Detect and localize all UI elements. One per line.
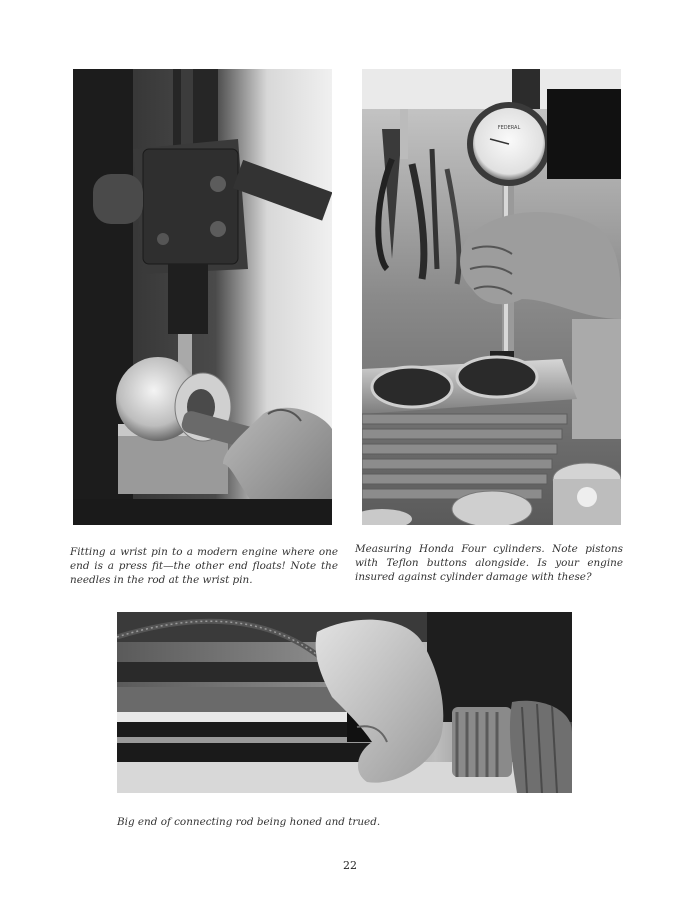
honing-caption: Big end of connecting rod being honed and trued. [117,816,381,828]
cylinder-measuring-photo [362,69,621,525]
gauge-label: FEDERAL [497,125,521,131]
wrist-pin-press-photo [73,69,332,525]
cylinders-caption: Measuring Honda Four cylinders. Note pistons with Teflon buttons alongside. Is your engine insured against cylinder damage with these? [355,543,623,583]
wrist-pin-caption: Fitting a wrist pin to a modern engine where one end is a press fit—the other end floats! Note the needles in the rod at the wrist pin. [70,546,338,586]
rod-honing-photo [117,612,572,793]
page-number: 22 [343,859,357,872]
